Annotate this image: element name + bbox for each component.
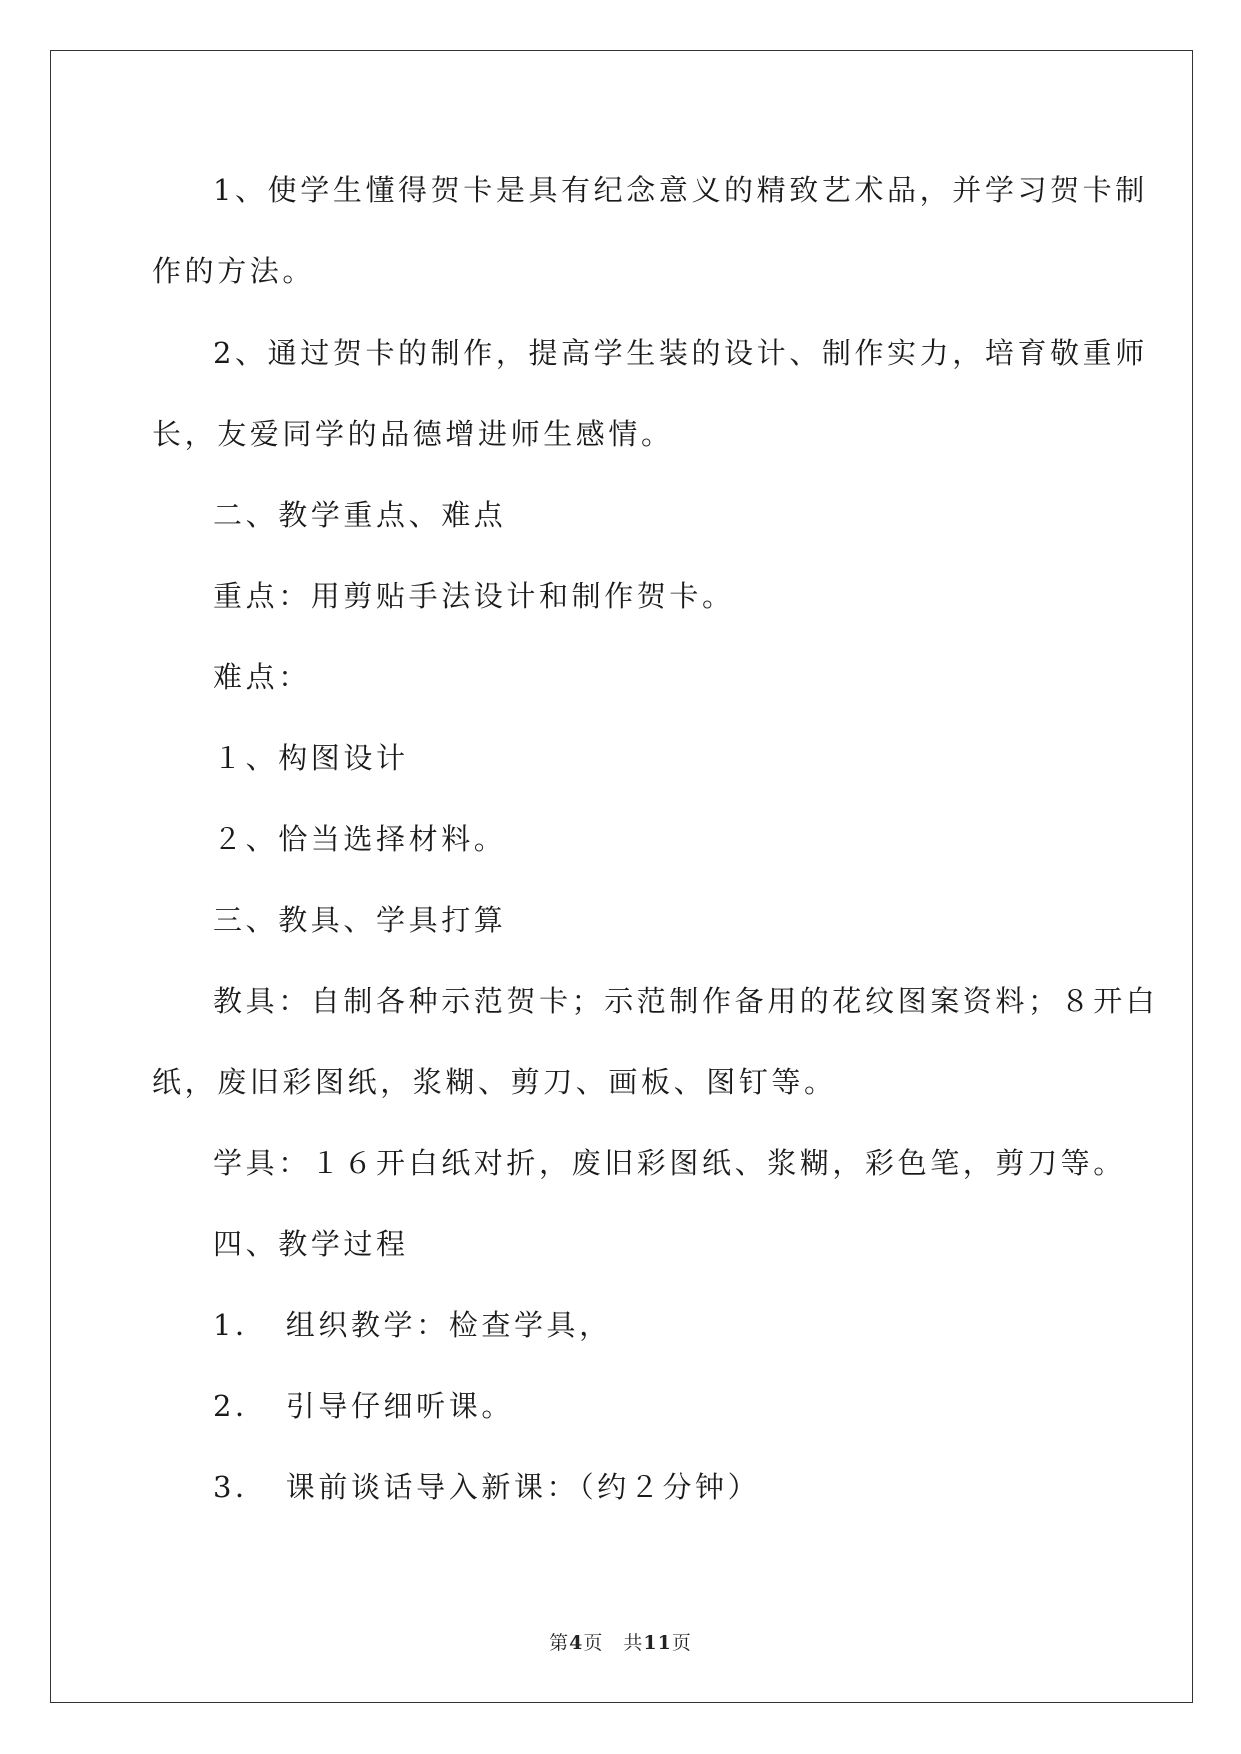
teaching-aids-line-1: 教具：自制各种示范贺卡；示范制作备用的花纹图案资料；８开白 [213,984,1159,1018]
section-heading-3: 三、教具、学具打算 [213,903,507,937]
paragraph-2-line-1: 2、通过贺卡的制作，提高学生装的设计、制作实力，培育敬重师 [213,336,1148,370]
paragraph-1-line-1: 1、使学生懂得贺卡是具有纪念意义的精致艺术品，并学习贺卡制 [213,173,1148,207]
page-frame [50,50,1193,1703]
paragraph-1-line-2: 作的方法。 [152,254,316,288]
section-heading-4: 四、教学过程 [213,1227,409,1261]
section-heading-2: 二、教学重点、难点 [213,498,507,532]
difficulty-item-2: ２、恰当选择材料。 [213,822,507,856]
footer-mid: 页 共 [583,1632,644,1654]
key-point: 重点：用剪贴手法设计和制作贺卡。 [213,579,735,613]
footer-prefix: 第 [549,1632,570,1654]
footer-total-pages: 11 [643,1632,672,1654]
process-step-3: 3． 课前谈话导入新课：（约２分钟） [213,1470,761,1504]
page-footer [0,1628,1241,1655]
process-step-1: 1． 组织教学：检查学具， [213,1308,612,1342]
difficulty-label: 难点： [213,660,311,694]
footer-page-number: 4 [569,1632,584,1654]
difficulty-item-1: １、构图设计 [213,741,409,775]
process-step-2: 2． 引导仔细听课。 [213,1389,514,1423]
learning-tools: 学具：１６开白纸对折，废旧彩图纸、浆糊，彩色笔，剪刀等。 [213,1146,1126,1180]
footer-suffix: 页 [671,1632,692,1654]
paragraph-2-line-2: 长，友爱同学的品德增进师生感情。 [152,417,674,451]
teaching-aids-line-2: 纸，废旧彩图纸，浆糊、剪刀、画板、图钉等。 [152,1065,837,1099]
